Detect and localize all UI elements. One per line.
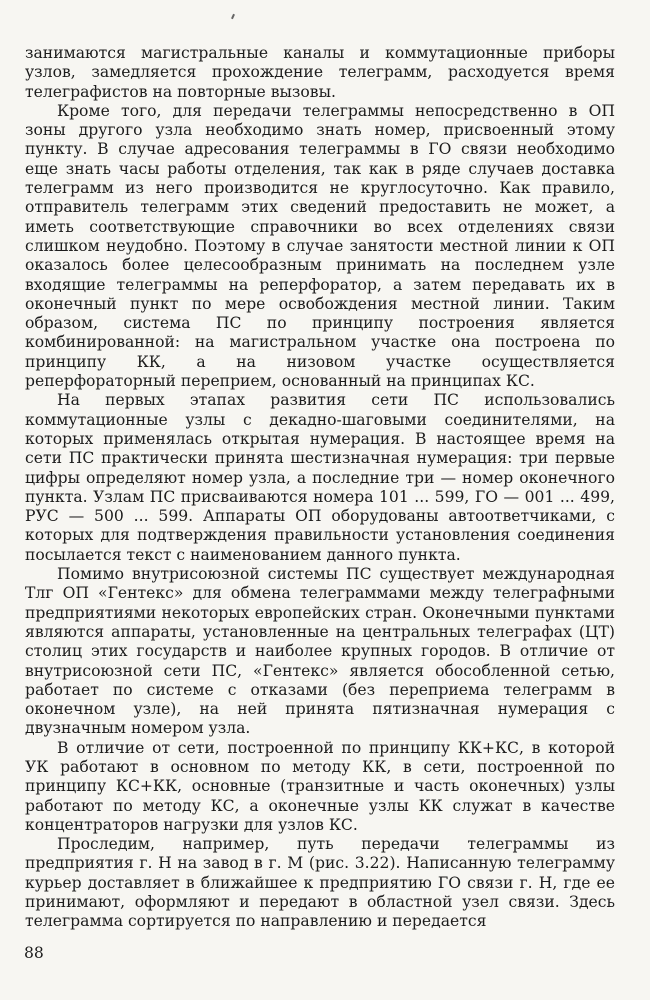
paragraph-operating-point-numbering: Кроме того, для передачи телеграммы непосредственно в ОП зоны другого узла необходимо знать номер, присвоенный этому пункту. В случае адресования телеграммы в ГО связи необходимо еще знать часы работы отделения, так как в ряде случаев доставка телеграмм из него производится не круглосуточно. Как правило, отправитель телеграмм этих сведений предоставить не может, а иметь соответствующие справочники во всех отделениях связи слишком неудобно. Поэтому в случае занятости местной линии к ОП оказалось более целесообразным принимать на последнем узле входящие телеграммы на реперфоратор, а затем передавать их в оконечный пункт по мере освобождения местной линии. Таким образом, система ПС по принципу построения является комбинированной: на магистральном участке она построена по принципу КК, а на низовом участке осуществляется реперфораторный переприем, основанный на принципах КС. <box>25 101 615 391</box>
paragraph-transmission-path: Проследим, например, путь передачи телеграммы из предприятия г. Н на завод в г. М (рис. 3.22). Написанную телеграмму курьер доставляет в ближайшее к предприятию ГО связи г. Н, где ее принимают, оформляют и передают в областной узел связи. Здесь телеграмма сортируется по направлению и передается <box>25 835 615 931</box>
paragraph-gentex: Помимо внутрисоюзной системы ПС существует международная Тлг ОП «Гентекс» для обмена телеграммами между телеграфными предприятиями некоторых европейских стран. Оконечными пунктами являются аппараты, установленные на центральных телеграфах (ЦТ) столиц этих государств и наиболее крупных городов. В отличие от внутрисоюзной сети ПС, «Гентекс» является обособленной сетью, работает по системе с отказами (без переприема телеграмм в оконечном узле), на ней принята пятизначная нумерация с двузначным номером узла. <box>25 565 615 738</box>
scan-speck <box>231 14 235 19</box>
paragraph-kk-ks-comparison: В отличие от сети, построенной по принципу КК+КС, в которой УК работают в основном по методу КК, в сети, построенной по принципу КС+КК, основные (транзитные и часть оконечных) узлы работают по методу КС, а оконечные узлы КК служат в качестве концентраторов нагрузки для узлов КС. <box>25 738 615 834</box>
page-body <box>25 44 615 932</box>
paragraph-continuation: занимаются магистральные каналы и коммутационные приборы узлов, замедляется прохождение телеграмм, расходуется время телеграфистов на повторные вызовы. <box>25 44 615 101</box>
page-number: 88 <box>24 944 44 962</box>
paragraph-network-development: На первых этапах развития сети ПС использовались коммутационные узлы с декадно-шаговыми соединителями, на которых применялась открытая нумерация. В настоящее время на сети ПС практически принята шестизначная нумерация: три первые цифры определяют номер узла, а последние три — номер оконечного пункта. Узлам ПС присваиваются номера 101 ... 599, ГО — 001 ... 499, РУС — 500 ... 599. Аппараты ОП оборудованы автоответчиками, с которых для подтверждения правильности установления соединения посылается текст с наименованием данного пункта. <box>25 391 615 564</box>
